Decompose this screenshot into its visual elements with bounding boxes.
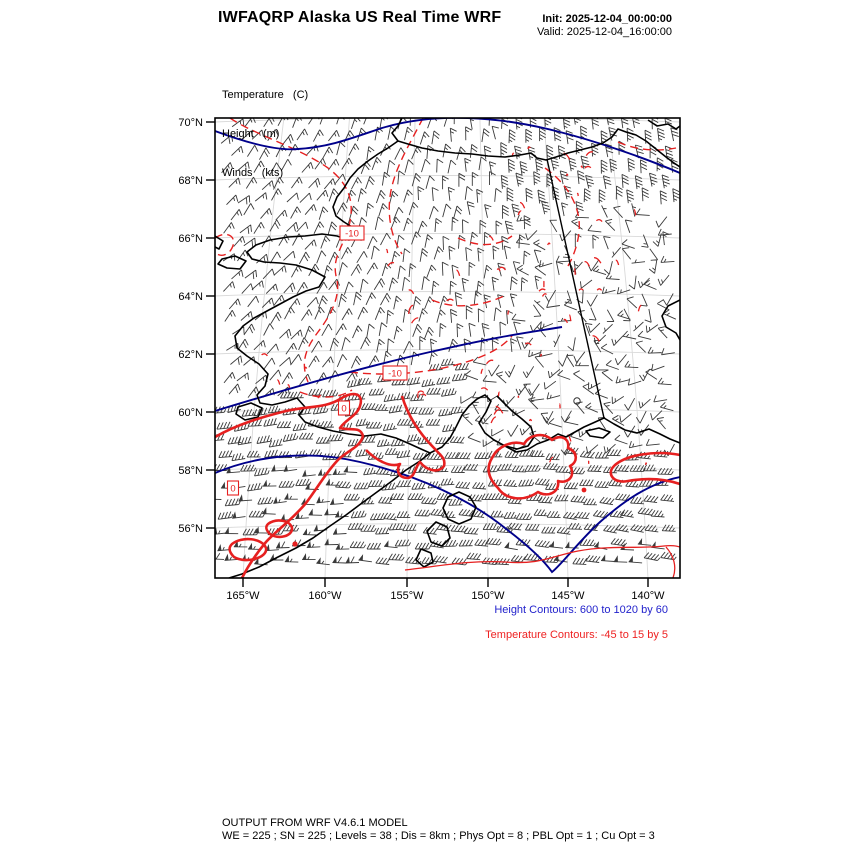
coastline <box>586 428 610 438</box>
lon-tick-label: 145°W <box>551 590 585 602</box>
lon-tick-label: 160°W <box>308 590 342 602</box>
lat-tick-label: 56°N <box>178 523 203 535</box>
init-label: Init: <box>542 13 563 25</box>
contour-label: -10 <box>388 368 402 380</box>
lon-tick-label: 165°W <box>226 590 260 602</box>
contour-captions <box>485 604 668 642</box>
lat-tick-label: 64°N <box>178 291 203 303</box>
run-times <box>537 13 672 39</box>
valid-value: 2025-12-04_16:00:00 <box>566 26 672 38</box>
lat-tick-label: 68°N <box>178 175 203 187</box>
alaska-canada-border <box>547 159 604 418</box>
legend-temperature: Temperature (C) <box>222 89 309 101</box>
init-value: 2025-12-04_00:00:00 <box>565 13 672 25</box>
variable-legend <box>222 63 308 206</box>
model-version-line: OUTPUT FROM WRF V4.6.1 MODEL <box>222 817 408 829</box>
lon-tick-label: 155°W <box>390 590 424 602</box>
temperature-contours-caption: Temperature Contours: -45 to 15 by 5 <box>485 629 668 641</box>
model-info-footer <box>222 817 655 843</box>
lat-tick-label: 60°N <box>178 407 203 419</box>
valid-label: Valid: <box>537 26 564 38</box>
legend-winds: Winds (kts) <box>222 167 284 179</box>
height-contours-caption: Height Contours: 600 to 1020 by 60 <box>494 604 668 616</box>
coastline <box>443 492 476 524</box>
lat-tick-label: 62°N <box>178 349 203 361</box>
lat-tick-label: 58°N <box>178 465 203 477</box>
valid-time-line <box>537 26 672 39</box>
page-title: IWFAQRP Alaska US Real Time WRF <box>218 9 502 26</box>
contour-label: -10 <box>345 228 359 240</box>
model-config-line: WE = 225 ; SN = 225 ; Levels = 38 ; Dis = 8km ; Phys Opt = 8 ; PBL Opt = 1 ; Cu Opt = 3 <box>222 830 655 842</box>
init-time-line <box>537 13 672 26</box>
lon-tick-label: 150°W <box>471 590 505 602</box>
legend-height: Height (m) <box>222 128 280 140</box>
lat-tick-label: 70°N <box>178 117 203 129</box>
contour-label: 0 <box>230 483 236 495</box>
coastline <box>430 395 534 453</box>
contour-label: 0 <box>341 403 347 415</box>
lat-tick-label: 66°N <box>178 233 203 245</box>
coastline <box>662 300 680 340</box>
lon-tick-label: 140°W <box>631 590 665 602</box>
